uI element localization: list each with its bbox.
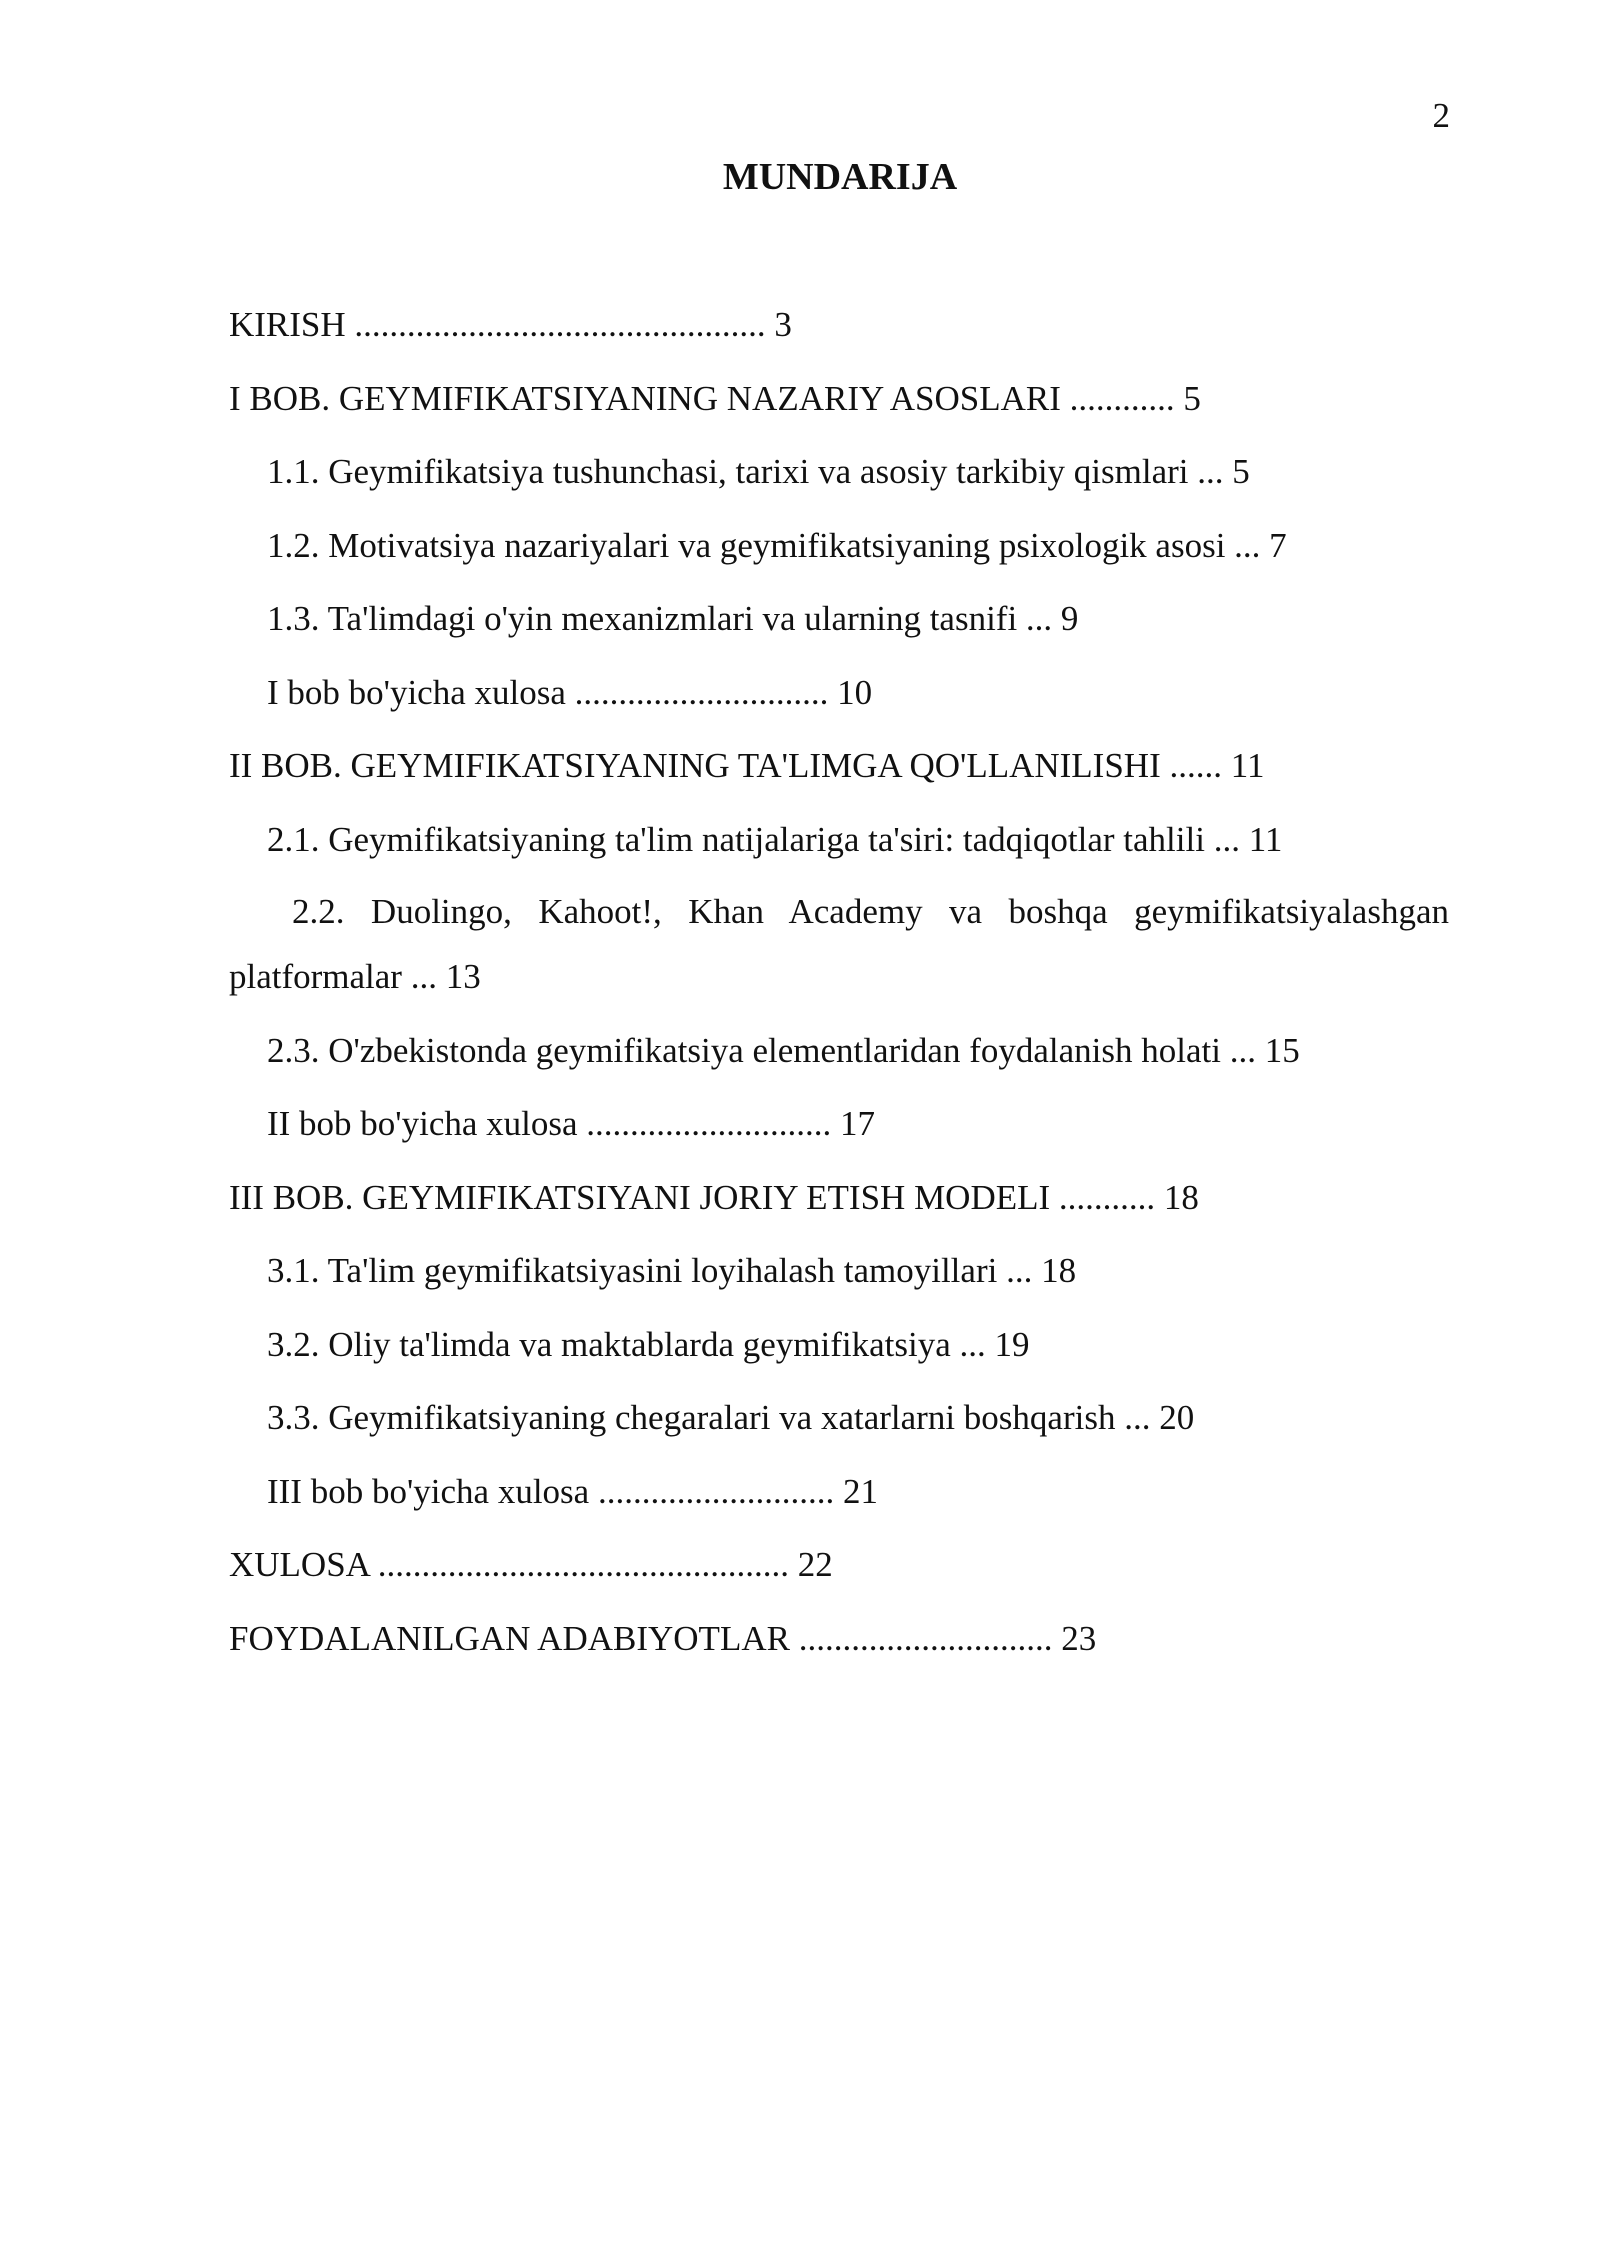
toc-entry-chapter-2-conclusion[interactable]: II bob bo'yicha xulosa ............................ 17 [267, 1104, 876, 1143]
toc-entry-section-2-3[interactable]: 2.3. O'zbekistonda geymifikatsiya elementlaridan foydalanish holati ... 15 [267, 1030, 1300, 1070]
toc-entry-references[interactable]: FOYDALANILGAN ADABIYOTLAR ............................. 23 [229, 1618, 1097, 1658]
toc-entry-chapter-3[interactable]: III BOB. GEYMIFIKATSIYANI JORIY ETISH MODELI ........... 18 [229, 1177, 1199, 1217]
toc-entry-section-3-2[interactable]: 3.2. Oliy ta'limda va maktablarda geymifikatsiya ... 19 [267, 1324, 1030, 1364]
toc-entry-chapter-1[interactable]: I BOB. GEYMIFIKATSIYANING NAZARIY ASOSLARI ............ 5 [229, 378, 1201, 418]
toc-entry-section-2-1[interactable]: 2.1. Geymifikatsiyaning ta'lim natijalariga ta'siri: tadqiqotlar tahlili ... 11 [267, 819, 1283, 859]
toc-entry-section-1-2[interactable]: 1.2. Motivatsiya nazariyalari va geymifikatsiyaning psixologik asosi ... 7 [267, 525, 1287, 565]
toc-entry-chapter-3-conclusion[interactable]: III bob bo'yicha xulosa ........................... 21 [267, 1471, 878, 1511]
toc-entry-kirish[interactable]: KIRISH ............................................... 3 [229, 305, 792, 344]
page-title: MUNDARIJA [722, 156, 958, 198]
toc-entry-chapter-2[interactable]: II BOB. GEYMIFIKATSIYANING TA'LIMGA QO'LLANILISHI ...... 11 [229, 746, 1265, 785]
table-of-contents [229, 302, 1449, 1689]
toc-entry-section-2-2[interactable]: 2.2. Duolingo, Kahoot!, Khan Academy va boshqa geymifikatsiyalashgan platformalar ... 13 [229, 892, 1449, 996]
toc-entry-section-3-3[interactable]: 3.3. Geymifikatsiyaning chegaralari va xatarlarni boshqarish ... 20 [267, 1398, 1195, 1437]
toc-entry-section-1-1[interactable]: 1.1. Geymifikatsiya tushunchasi, tarixi va asosiy tarkibiy qismlari ... 5 [267, 452, 1250, 491]
toc-entry-xulosa[interactable]: XULOSA ............................................... 22 [229, 1545, 833, 1584]
toc-entry-chapter-1-conclusion[interactable]: I bob bo'yicha xulosa ............................. 10 [267, 672, 873, 712]
page-number: 2 [1432, 96, 1450, 135]
toc-entry-section-1-3[interactable]: 1.3. Ta'limdagi o'yin mexanizmlari va ularning tasnifi ... 9 [267, 599, 1079, 638]
toc-entry-section-3-1[interactable]: 3.1. Ta'lim geymifikatsiyasini loyihalash tamoyillari ... 18 [267, 1251, 1077, 1290]
